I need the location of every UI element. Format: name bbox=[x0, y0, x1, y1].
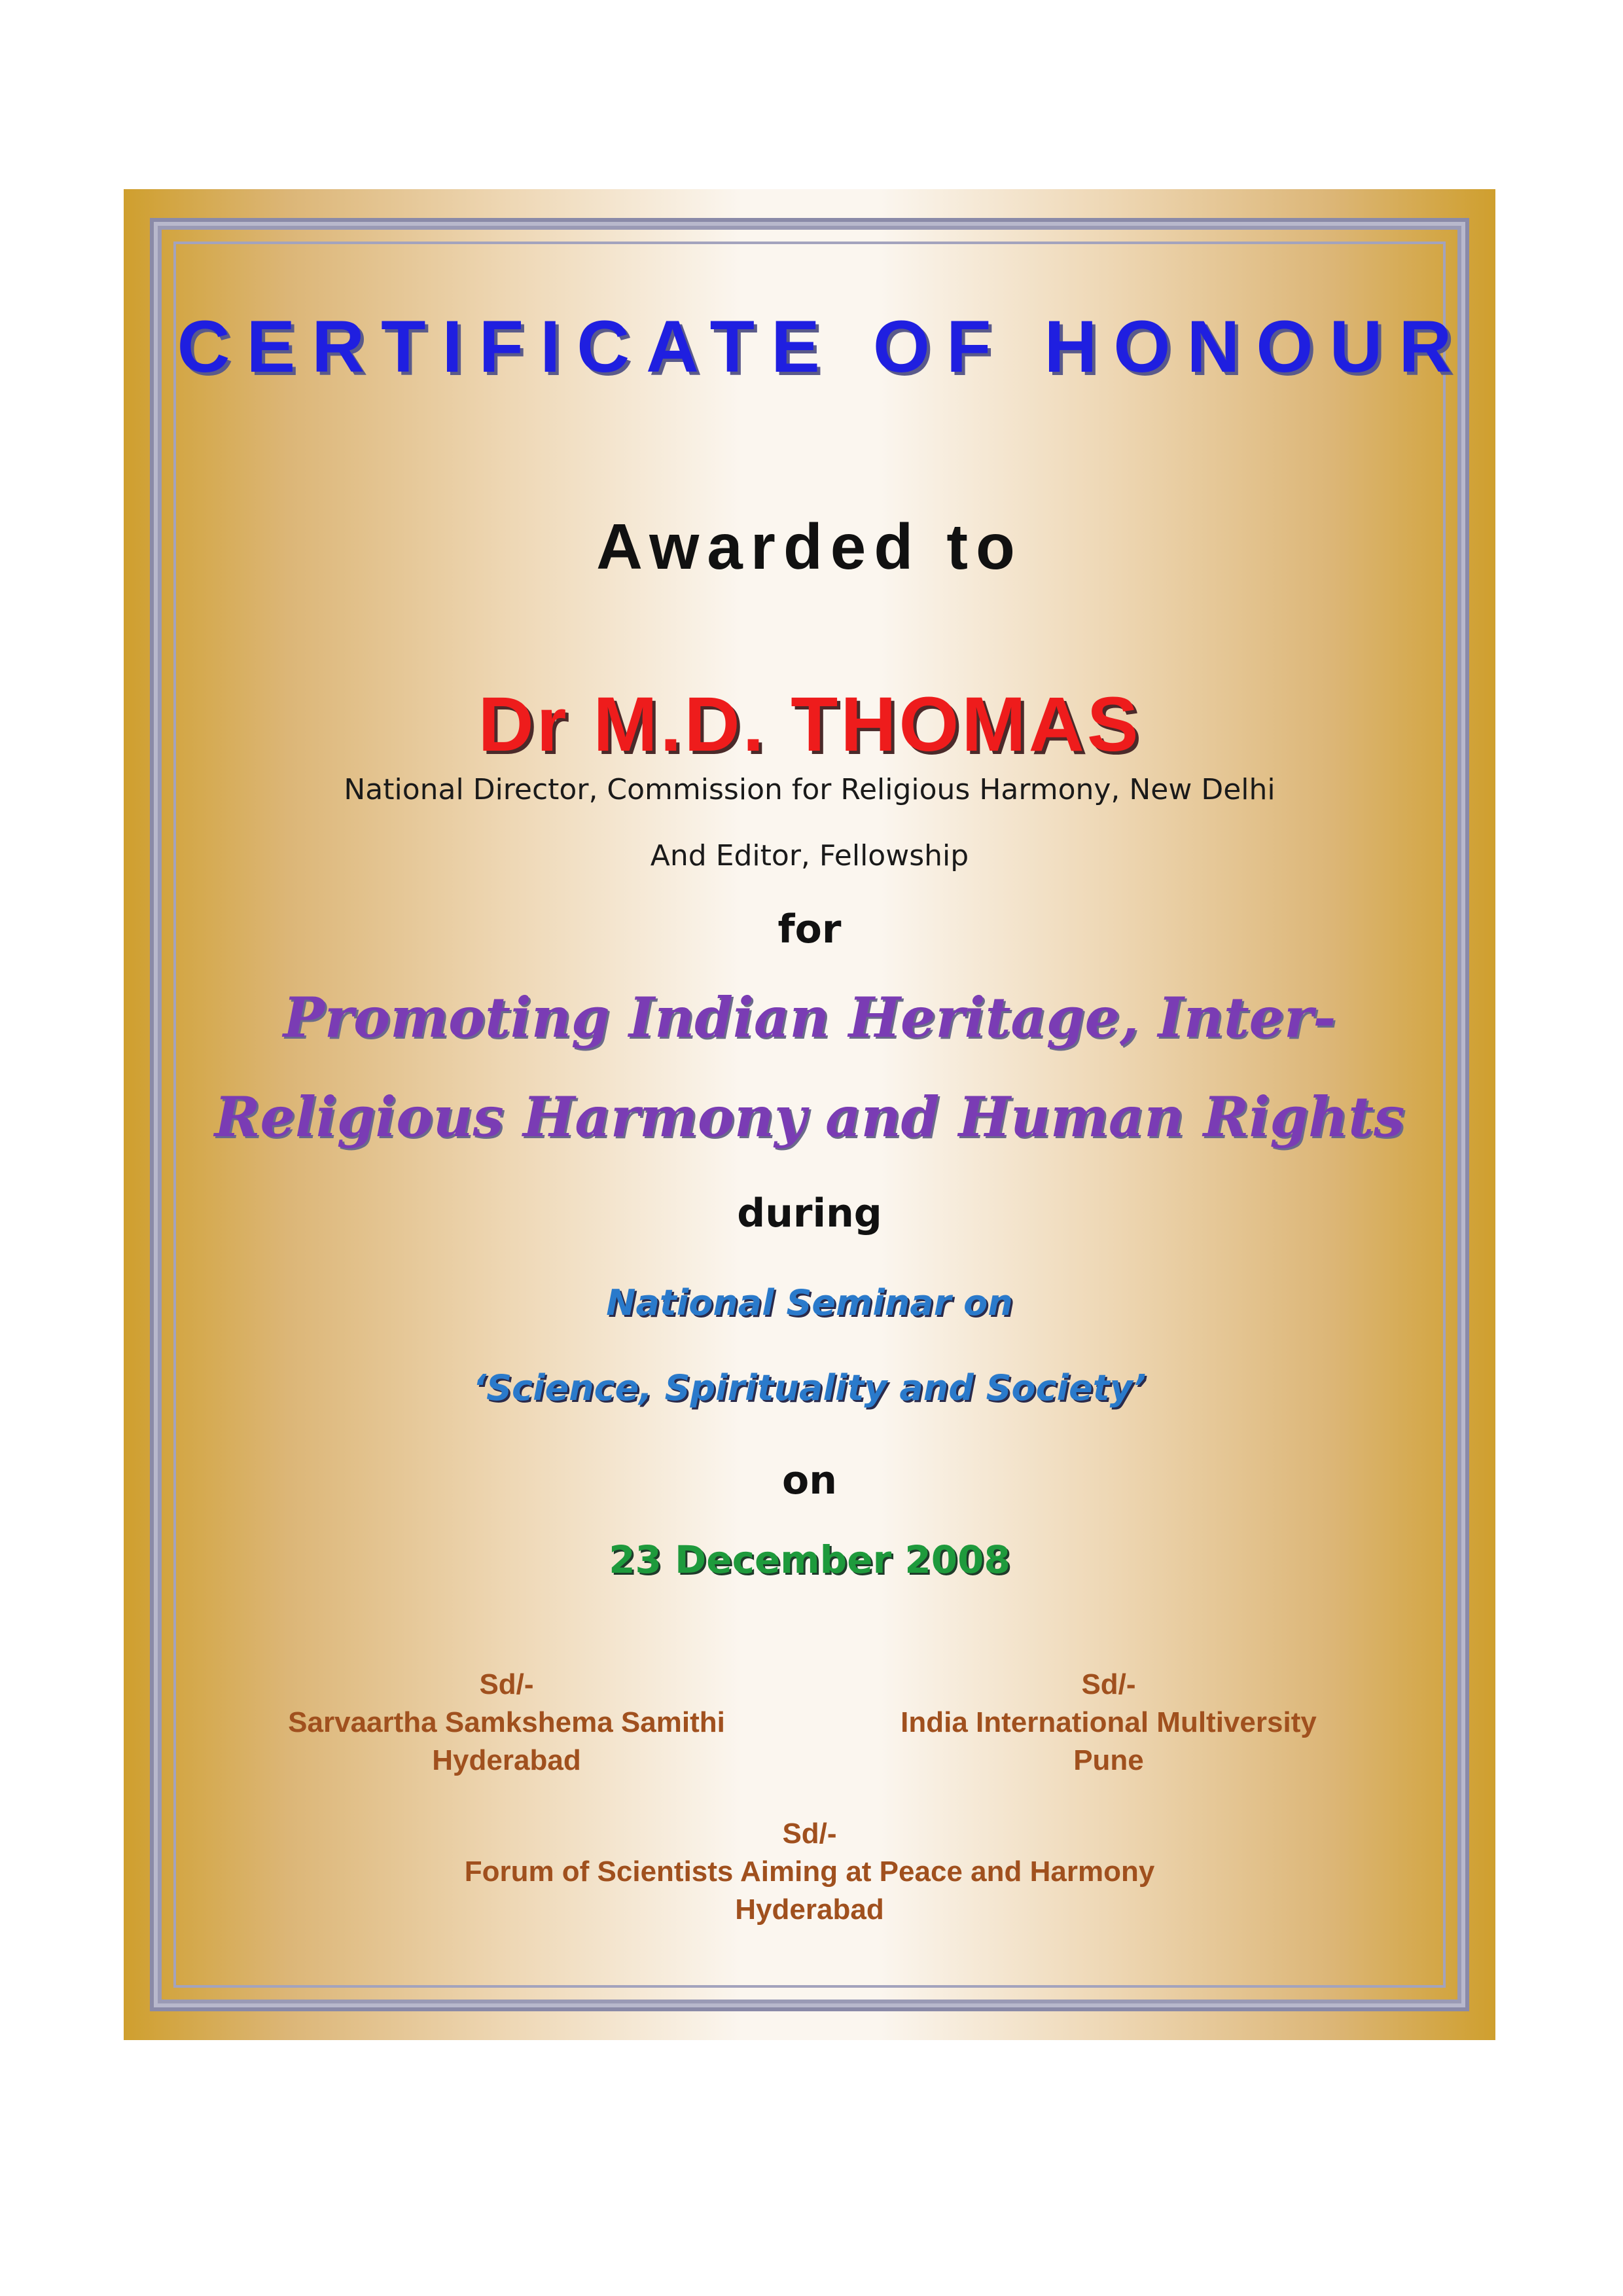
during-label: during bbox=[737, 1191, 882, 1236]
signatory-bottom-sd: Sd/- bbox=[782, 1818, 837, 1850]
recipient-name: Dr M.D. THOMAS bbox=[478, 681, 1141, 768]
recipient-role-line1: National Director, Commission for Religious Harmony, New Delhi bbox=[344, 773, 1275, 806]
signatory-right-organization: India International Multiversity bbox=[901, 1706, 1317, 1738]
signatory-right-sd: Sd/- bbox=[1081, 1668, 1136, 1700]
signatory-right bbox=[857, 1666, 1361, 1780]
signatory-left-city: Hyderabad bbox=[432, 1744, 581, 1776]
awarded-to-label: Awarded to bbox=[596, 511, 1023, 583]
signatory-right-city: Pune bbox=[1073, 1744, 1144, 1776]
certificate-title: CERTIFICATE OF HONOUR bbox=[177, 306, 1469, 387]
signatory-bottom-organization: Forum of Scientists Aiming at Peace and Harmony bbox=[464, 1856, 1155, 1888]
for-label: for bbox=[777, 906, 842, 952]
purpose-line2: Religious Harmony and Human Rights bbox=[214, 1085, 1405, 1149]
purpose-line1: Promoting Indian Heritage, Inter- bbox=[283, 985, 1336, 1050]
recipient-role-line2: And Editor, Fellowship bbox=[650, 839, 969, 872]
event-line2: ‘Science, Spirituality and Society’ bbox=[473, 1367, 1147, 1408]
signatory-left-organization: Sarvaartha Samkshema Samithi bbox=[288, 1706, 725, 1738]
signatory-left bbox=[255, 1666, 758, 1780]
signatory-left-sd: Sd/- bbox=[479, 1668, 534, 1700]
event-date: 23 December 2008 bbox=[609, 1537, 1010, 1582]
certificate bbox=[124, 189, 1495, 2040]
signatory-bottom-city: Hyderabad bbox=[735, 1893, 884, 1926]
on-label: on bbox=[782, 1458, 837, 1503]
event-line1: National Seminar on bbox=[606, 1282, 1013, 1323]
signatory-bottom bbox=[124, 1815, 1495, 1929]
